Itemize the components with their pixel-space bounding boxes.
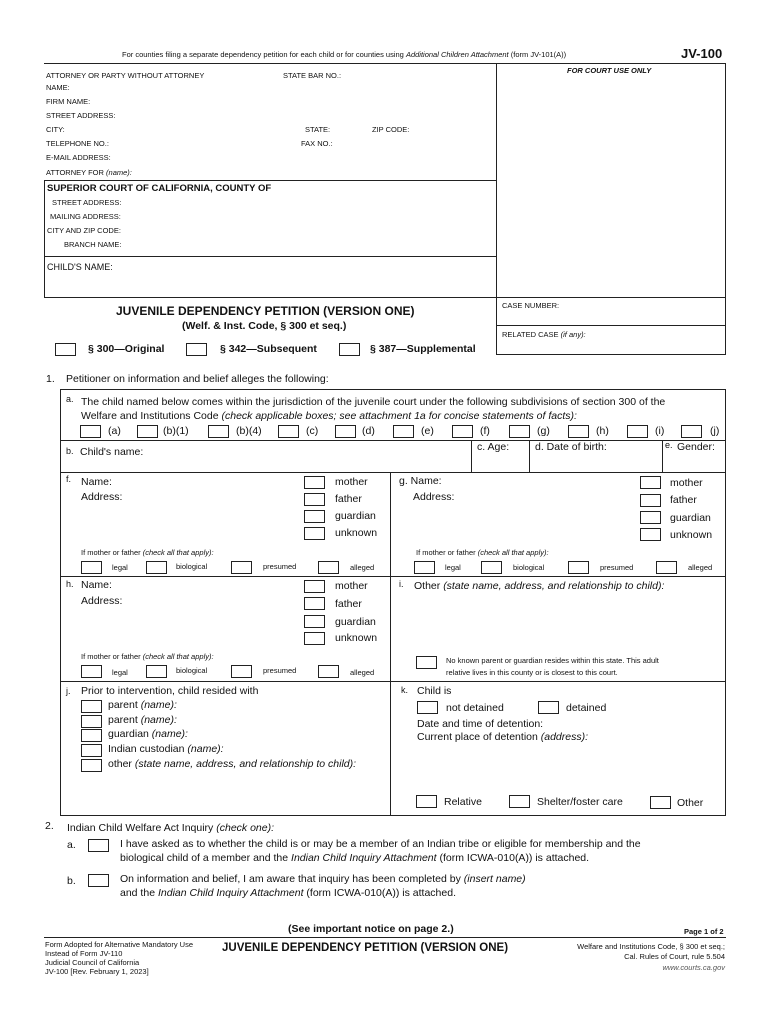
label-sub-i: (i) [655,425,665,437]
s1-number: 1. [46,373,55,385]
header-note-italic: Additional Children Attachment [405,50,509,59]
footer-rev: JV-100 [Rev. February 1, 2023] [45,967,149,976]
g-checkbox-father[interactable] [640,494,661,507]
state-label: STATE: [305,125,331,134]
f-label-unknown: unknown [335,527,378,539]
g-checkbox-biological[interactable] [481,561,502,574]
label-387-supplemental: § 387—Supplemental [370,343,476,355]
f-label-presumed: presumed [263,562,297,571]
s2-title-italic: (check one): [216,822,275,834]
detention-place-italic: (address): [540,731,589,743]
email-label: E-MAIL ADDRESS: [46,153,111,162]
s2-number: 2. [45,820,54,832]
court-street-label: STREET ADDRESS: [52,198,122,207]
label-place-other: Other [677,797,704,809]
firm-name-label: FIRM NAME: [46,97,91,106]
child-name-field-label: Child's name: [80,446,144,458]
g-label-presumed: presumed [600,563,634,572]
j-item-parent-1-plain: parent [108,699,138,711]
s2a-line2-plain: biological child of a member and the [120,852,289,864]
checkbox-not-detained[interactable] [417,701,438,714]
footer-title: JUVENILE DEPENDENCY PETITION (VERSION ONE) [222,942,509,954]
footer-code: Welfare and Institutions Code, § 300 et seq.; [577,942,725,951]
j-checkbox-guardian[interactable] [81,729,102,742]
footer-rule-ref: Cal. Rules of Court, rule 5.504 [624,952,725,961]
court-top-rule [44,180,497,181]
label-sub-c: (c) [306,425,319,437]
s2b-line2-italic: Indian Child Inquiry Attachment [157,887,304,899]
s1f-letter: f. [66,474,72,484]
label-not-detained: not detained [446,702,504,714]
h-name-label: Name: [81,579,112,591]
g-label-father: father [670,494,697,506]
label-shelter-foster: Shelter/foster care [537,796,623,808]
s1a-line2-italic: (check applicable boxes; see attachment 1a for concise statements of facts): [221,410,577,422]
j-item-guardian-plain: guardian [108,728,149,740]
h-checkbox-legal[interactable] [81,665,102,678]
j-item-parent-1-italic: (name): [140,699,177,711]
telephone-label: TELEPHONE NO.: [46,139,109,148]
h-checkbox-mother[interactable] [304,580,325,593]
g-if-parent [416,548,549,557]
checkbox-relative[interactable] [416,795,437,808]
attorney-party-label: ATTORNEY OR PARTY WITHOUT ATTORNEY [46,71,205,80]
h-checkbox-guardian[interactable] [304,615,325,628]
attorney-name-label: NAME: [46,83,70,92]
s2b-line2 [120,887,456,899]
label-sub-b1: (b)(1) [163,425,189,437]
footer-council: Judicial Council of California [45,958,140,967]
s1h-letter: h. [66,579,74,589]
gender-label: Gender: [677,441,715,453]
j-item-parent-2 [108,714,177,726]
s1a-line1: The child named below comes within the jurisdiction of the juvenile court under the following subdivisions of section 300 of the [81,396,666,408]
g-label-unknown: unknown [670,529,713,541]
court-title: SUPERIOR COURT OF CALIFORNIA, COUNTY OF [47,183,272,194]
petition-bottom-rule [496,354,726,355]
row-b-divider-2 [529,440,530,472]
state-bar-label: STATE BAR NO.: [283,71,342,80]
s2b-line2-end: (form ICWA-010(A)) is attached. [306,887,456,899]
related-case-label [502,330,586,339]
f-checkbox-biological[interactable] [146,561,167,574]
related-case-text: RELATED CASE [502,330,559,339]
detention-place-plain: Current place of detention [417,731,538,743]
j-checkbox-parent-2[interactable] [81,715,102,728]
h-checkbox-biological[interactable] [146,665,167,678]
g-checkbox-alleged[interactable] [656,561,677,574]
g-checkbox-legal[interactable] [414,561,435,574]
case-number-label: CASE NUMBER: [502,301,560,310]
checkbox-shelter-foster[interactable] [509,795,530,808]
h-label-father: father [335,598,362,610]
g-address-label: Address: [413,491,455,503]
checkbox-387-supplemental[interactable] [339,343,360,356]
s1e-letter: e. [665,440,673,450]
detention-place-label [417,731,588,743]
s2b-line1-plain: On information and belief, I am aware that inquiry has been completed by [120,873,461,885]
f-label-mother: mother [335,476,368,488]
label-300-original: § 300—Original [88,343,165,355]
checkbox-no-known-parent[interactable] [416,656,437,669]
f-checkbox-legal[interactable] [81,561,102,574]
g-checkbox-presumed[interactable] [568,561,589,574]
h-if-parent-italic: (check all that apply): [142,652,214,661]
s2b-line1 [120,873,526,885]
right-frame [725,63,726,355]
court-city-label: CITY AND ZIP CODE: [47,226,121,235]
k-text: Child is [417,685,452,697]
related-case-hint: (if any): [560,330,586,339]
checkbox-icwa-completed[interactable] [88,874,109,887]
f-checkbox-guardian[interactable] [304,510,325,523]
checkbox-sub-j[interactable] [681,425,702,438]
h-label-alleged: alleged [350,668,375,677]
s1b-letter: b. [66,446,74,456]
j-item-other-italic: (state name, address, and relationship to child): [134,758,357,770]
checkbox-sub-b1[interactable] [137,425,158,438]
fax-label: FAX NO.: [301,139,333,148]
attorney-for-label [46,168,132,177]
f-checkbox-alleged[interactable] [318,561,339,574]
center-divider [390,472,391,816]
i-other-label [414,580,664,592]
h-label-unknown: unknown [335,632,378,644]
j-item-indian-custodian-plain: Indian custodian [108,743,185,755]
label-sub-j: (j) [710,425,720,437]
f-if-parent [81,548,214,557]
g-label-alleged: alleged [688,563,713,572]
g-checkbox-guardian[interactable] [640,511,661,524]
g-label-mother: mother [670,477,703,489]
row-b-top-rule [60,440,726,441]
f-checkbox-father[interactable] [304,493,325,506]
j-checkbox-other[interactable] [81,759,102,772]
h-label-biological: biological [176,666,208,675]
checkbox-sub-e[interactable] [393,425,414,438]
court-mailing-label: MAILING ADDRESS: [50,212,121,221]
f-label-guardian: guardian [335,510,376,522]
g-label-biological: biological [513,563,545,572]
j-item-indian-custodian-italic: (name): [187,743,224,755]
f-checkbox-presumed[interactable] [231,561,252,574]
f-name-label: Name: [81,476,112,488]
j-checkbox-indian-custodian[interactable] [81,744,102,757]
j-item-parent-1 [108,699,177,711]
h-if-parent-prefix: If mother or father [81,652,141,661]
label-sub-d: (d) [362,425,375,437]
label-sub-h: (h) [596,425,609,437]
form-number: JV-100 [681,46,723,61]
checkbox-sub-c[interactable] [278,425,299,438]
label-sub-e: (e) [421,425,434,437]
f-if-parent-italic: (check all that apply): [142,548,214,557]
child-name-label: CHILD'S NAME: [47,262,113,272]
label-sub-f: (f) [480,425,490,437]
checkbox-sub-b4[interactable] [208,425,229,438]
s1-text: Petitioner on information and belief alleges the following: [66,373,329,385]
h-checkbox-father[interactable] [304,597,325,610]
attorney-for-hint: (name): [106,168,132,177]
g-if-parent-italic: (check all that apply): [477,548,549,557]
court-branch-label: BRANCH NAME: [64,240,122,249]
f-if-parent-prefix: If mother or father [81,548,141,557]
s2a-line1: I have asked as to whether the child is or may be a member of an Indian tribe or eligible for membership and the [120,838,641,850]
j-item-indian-custodian [108,743,224,755]
footer-instead: Instead of Form JV-110 [45,949,123,958]
s2b-line2-plain: and the [120,887,156,899]
g-label-guardian: guardian [670,512,711,524]
f-checkbox-mother[interactable] [304,476,325,489]
j-item-guardian-italic: (name): [151,728,188,740]
attorney-for-text: ATTORNEY FOR [46,168,104,177]
j-item-parent-2-plain: parent [108,714,138,726]
h-checkbox-unknown[interactable] [304,632,325,645]
f-address-label: Address: [81,491,123,503]
s2a-letter: a. [67,839,76,851]
dob-label: d. Date of birth: [535,441,607,453]
h-if-parent [81,652,214,661]
s2a-line2-end: (form ICWA-010(A)) is attached. [439,852,590,864]
checkbox-icwa-asked[interactable] [88,839,109,852]
g-checkbox-unknown[interactable] [640,528,661,541]
j-item-parent-2-italic: (name): [140,714,177,726]
label-sub-a: (a) [108,425,121,437]
h-label-guardian: guardian [335,616,376,628]
f-label-legal: legal [112,563,128,572]
petition-top-rule [44,297,726,298]
petition-title: JUVENILE DEPENDENCY PETITION (VERSION ONE) [116,304,415,318]
g-if-parent-prefix: If mother or father [416,548,476,557]
row-f-top-rule [60,472,726,473]
divider-court-column [496,63,497,355]
f-label-father: father [335,493,362,505]
header-note-suffix: (form JV-101(A)) [510,50,567,59]
child-name-top-rule [44,256,497,257]
detention-time-label: Date and time of detention: [417,718,544,730]
s1k-letter: k. [401,685,409,695]
s1a-line2-plain: Welfare and Institutions Code [81,410,219,422]
s1i-letter: i. [399,579,404,589]
age-label: c. Age: [477,441,510,453]
s2-title-plain: Indian Child Welfare Act Inquiry [67,822,214,834]
g-label-legal: legal [445,563,461,572]
checkbox-detained[interactable] [538,701,559,714]
checkbox-sub-a[interactable] [80,425,101,438]
label-relative: Relative [444,796,482,808]
i-other-italic: (state name, address, and relationship to child): [443,580,665,592]
label-sub-b4: (b)(4) [236,425,262,437]
h-label-legal: legal [112,668,128,677]
f-label-biological: biological [176,562,208,571]
j-item-other [108,758,356,770]
checkbox-300-original[interactable] [55,343,76,356]
i-other-plain: Other [414,580,441,592]
j-item-other-plain: other [108,758,132,770]
label-342-subsequent: § 342—Subsequent [220,343,317,355]
f-checkbox-unknown[interactable] [304,527,325,540]
no-parent-line2: relative lives in this county or is closest to this court. [446,668,618,677]
f-label-alleged: alleged [350,563,375,572]
h-label-mother: mother [335,580,368,592]
s1a-letter: a. [66,394,74,404]
related-case-rule [496,325,726,326]
s1j-letter: j. [66,686,71,696]
checkbox-sub-f[interactable] [452,425,473,438]
h-checkbox-presumed[interactable] [231,665,252,678]
header-note-prefix: For counties filing a separate dependency petition for each child or for counties using [122,50,404,59]
j-item-guardian [108,728,188,740]
no-parent-line1: No known parent or guardian resides within this state. This adult [446,656,659,665]
h-checkbox-alleged[interactable] [318,665,339,678]
g-checkbox-mother[interactable] [640,476,661,489]
s2-title [67,822,274,834]
s2b-letter: b. [67,875,76,887]
h-label-presumed: presumed [263,666,297,675]
footer-rule [44,937,726,938]
checkbox-sub-g[interactable] [509,425,530,438]
row-j-top-rule [60,681,726,682]
row-h-top-rule [60,576,726,577]
street-address-label: STREET ADDRESS: [46,111,116,120]
s2b-line1-italic: (insert name) [463,873,526,885]
h-address-label: Address: [81,595,123,607]
court-use-label: FOR COURT USE ONLY [567,66,652,75]
city-label: CITY: [46,125,65,134]
top-rule [44,63,726,64]
header-note [122,50,566,59]
s2a-line2-italic: Indian Child Inquiry Attachment [291,852,437,864]
s1a-line2 [81,410,577,422]
s2a-line2 [120,852,589,864]
checkbox-342-subsequent[interactable] [186,343,207,356]
petition-subtitle: (Welf. & Inst. Code, § 300 et seq.) [182,320,347,332]
footer-url[interactable]: www.courts.ca.gov [662,963,725,972]
checkbox-sub-i[interactable] [627,425,648,438]
label-detained: detained [566,702,607,714]
checkbox-sub-h[interactable] [568,425,589,438]
zip-label: ZIP CODE: [372,125,410,134]
page-number: Page 1 of 2 [684,927,724,936]
g-name-label: g. Name: [399,475,442,487]
important-notice: (See important notice on page 2.) [288,923,454,935]
court-left-rule [44,180,45,298]
row-b-divider-3 [662,440,663,472]
j-text: Prior to intervention, child resided with [81,685,259,697]
j-checkbox-parent-1[interactable] [81,700,102,713]
footer-adopted: Form Adopted for Alternative Mandatory Use [45,940,193,949]
checkbox-sub-d[interactable] [335,425,356,438]
label-sub-g: (g) [537,425,550,437]
checkbox-place-other[interactable] [650,796,671,809]
row-b-divider-1 [471,440,472,472]
